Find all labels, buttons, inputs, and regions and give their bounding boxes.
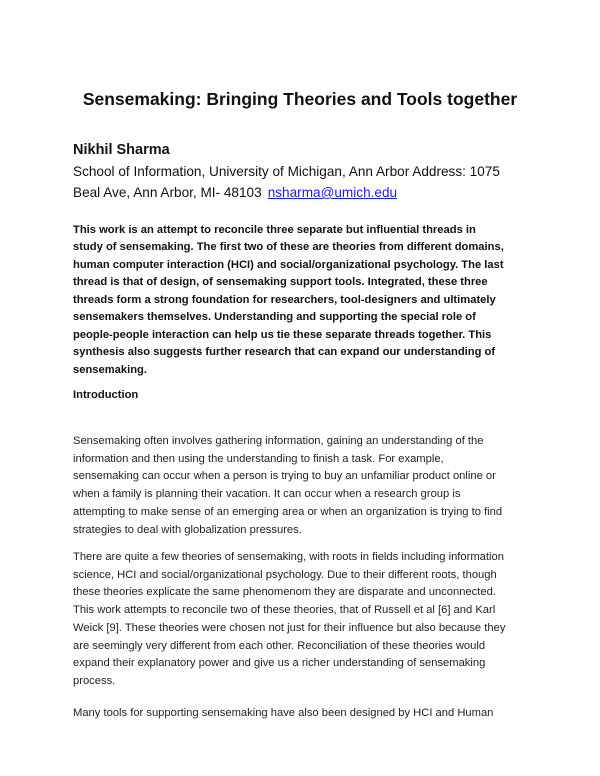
affiliation-line-1: School of Information, University of Michigan, Ann Arbor Address: 1075 bbox=[73, 164, 500, 179]
abstract-line: sensemakers themselves. Understanding and supporting the special role of bbox=[73, 311, 476, 324]
email-link[interactable]: nsharma@umich.edu bbox=[267, 185, 398, 200]
paragraph-line: attempting to make sense of an emerging area or when an organization is trying to find bbox=[73, 505, 503, 518]
paragraph-line: information and then using the understanding to finish a task. For example, bbox=[73, 452, 444, 465]
abstract-line: study of sensemaking. The first two of these are theories from different domains, bbox=[73, 241, 504, 254]
paper-title: Sensemaking: Bringing Theories and Tools together bbox=[82, 89, 518, 109]
paragraph-line: expand their explanatory power and give us a richer understanding of sensemaking bbox=[73, 657, 486, 670]
paragraph-3 bbox=[73, 705, 533, 723]
abstract-line: sensemaking. bbox=[73, 363, 147, 376]
abstract bbox=[73, 222, 535, 379]
paragraph-line: Weick [9]. These theories were chosen not just for their influence but also because they bbox=[73, 621, 506, 634]
paragraph-1 bbox=[73, 433, 533, 539]
abstract-line: human computer interaction (HCI) and social/organizational psychology. The last bbox=[73, 258, 504, 271]
paragraph-line: There are quite a few theories of sensemaking, with roots in fields including information bbox=[73, 551, 504, 563]
paragraph-line: Many tools for supporting sensemaking have also been designed by HCI and Human bbox=[73, 707, 494, 719]
abstract-line: people-people interaction can help us tie these separate threads together. This bbox=[73, 328, 492, 341]
author-name: Nikhil Sharma bbox=[73, 142, 170, 158]
paragraph-line: these theories explicate the same phenomenom they are disparate and unconnected. bbox=[73, 586, 496, 599]
paragraph-line: science, HCI and social/organizational psychology. Due to their different roots, though bbox=[73, 568, 497, 581]
affiliation-line-2 bbox=[73, 185, 397, 200]
paragraph-line: Sensemaking often involves gathering information, gaining an understanding of the bbox=[73, 435, 484, 447]
abstract-line: This work is an attempt to reconcile three separate but influential threads in bbox=[73, 224, 476, 236]
section-heading-introduction: Introduction bbox=[73, 389, 139, 401]
abstract-line: thread is that of design, of sensemaking support tools. Integrated, these three bbox=[73, 276, 488, 289]
paragraph-2 bbox=[73, 549, 533, 691]
paragraph-line: This work attempts to reconcile two of these theories, that of Russell et al [6] and Karl bbox=[73, 604, 496, 617]
abstract-line: synthesis also suggests further research that can expand our understanding of bbox=[73, 346, 496, 359]
paragraph-line: when a family is planning their vacation. It can occur when a research group is bbox=[73, 488, 461, 501]
address-text: Beal Ave, Ann Arbor, MI- 48103 bbox=[73, 185, 262, 200]
paragraph-line: process. bbox=[73, 674, 116, 687]
paragraph-line: are seemingly very different from each other. Reconciliation of these theories would bbox=[73, 639, 486, 652]
abstract-line: threads form a strong foundation for researchers, tool-designers and ultimately bbox=[73, 293, 496, 306]
paragraph-line: sensemaking can occur when a person is trying to buy an unfamiliar product online or bbox=[73, 470, 496, 483]
paragraph-line: strategies to deal with globalization pressures. bbox=[73, 523, 302, 536]
